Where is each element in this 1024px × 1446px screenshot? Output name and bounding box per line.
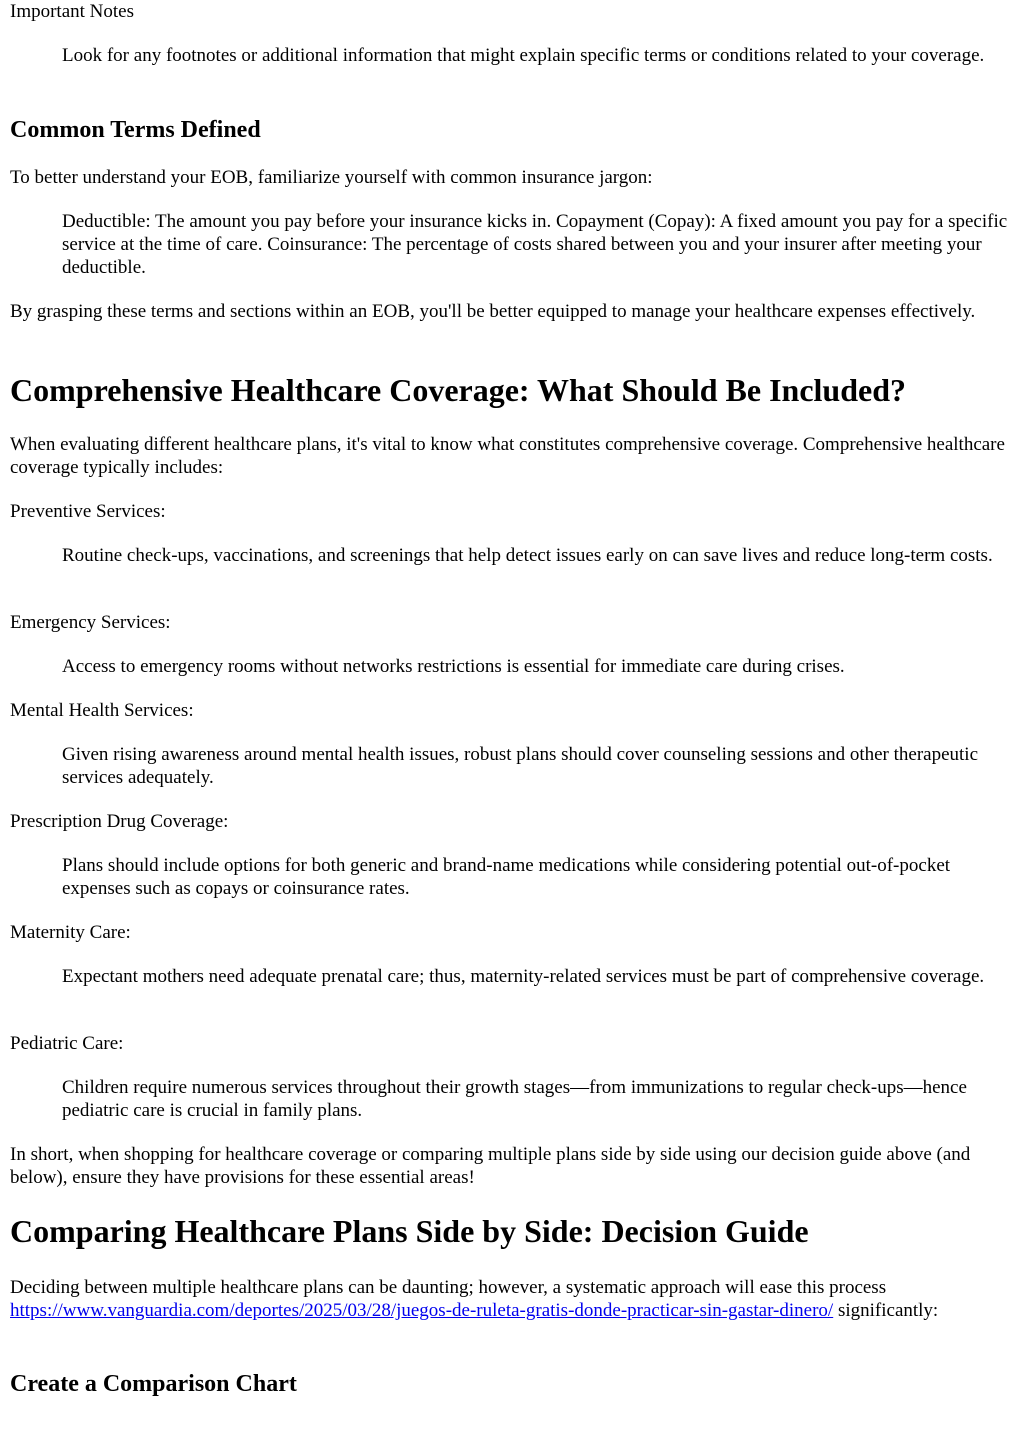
comparing-intro <box>10 1276 1014 1322</box>
term-maternity-care: Maternity Care: <box>10 922 131 943</box>
comparing-intro-end: significantly: <box>833 1300 939 1321</box>
comparing-intro-text: Deciding between multiple healthcare plans can be daunting; however, a systematic approach will ease this process <box>10 1277 887 1298</box>
term-important-notes: Important Notes <box>10 1 135 22</box>
term-prescription-drug-coverage: Prescription Drug Coverage: <box>10 811 229 832</box>
description-emergency-services: Access to emergency rooms without networks restrictions is essential for immediate care during crises. <box>62 656 845 677</box>
heading-comparing-plans: Comparing Healthcare Plans Side by Side: Decision Guide <box>10 1213 809 1249</box>
description-preventive-services: Routine check-ups, vaccinations, and screenings that help detect issues early on can save lives and reduce long-term costs. <box>62 545 993 566</box>
term-pediatric-care: Pediatric Care: <box>10 1033 124 1054</box>
description-prescription-drug-coverage: Plans should include options for both generic and brand-name medications while considering potential out-of-pocket expenses such as copays or coinsurance rates. <box>62 855 951 899</box>
common-terms-closing: By grasping these terms and sections within an EOB, you'll be better equipped to manage your healthcare expenses effectively. <box>10 301 976 322</box>
common-terms-intro: To better understand your EOB, familiarize yourself with common insurance jargon: <box>10 167 653 188</box>
description-maternity-care: Expectant mothers need adequate prenatal care; thus, maternity-related services must be part of comprehensive coverage. <box>62 966 985 987</box>
description-mental-health-services: Given rising awareness around mental health issues, robust plans should cover counseling sessions and other therapeutic services adequately. <box>62 744 979 788</box>
term-emergency-services: Emergency Services: <box>10 612 171 633</box>
description-important-notes: Look for any footnotes or additional information that might explain specific terms or conditions related to your coverage. <box>62 45 985 66</box>
common-terms-definitions: Deductible: The amount you pay before your insurance kicks in. Copayment (Copay): A fixed amount you pay for a specific service at the time of care. Coinsurance: The percentage of costs shared between you and your insurer after meeting your deductible. <box>62 211 1008 278</box>
comprehensive-intro: When evaluating different healthcare plans, it's vital to know what constitutes comprehensive coverage. Comprehensive healthcare coverage typically includes: <box>10 434 1005 478</box>
external-link[interactable]: https://www.vanguardia.com/deportes/2025/03/28/juegos-de-ruleta-gratis-donde-practicar-sin-gastar-dinero/ <box>10 1300 834 1321</box>
term-mental-health-services: Mental Health Services: <box>10 700 194 721</box>
description-pediatric-care: Children require numerous services throughout their growth stages—from immunizations to regular check-ups—hence pediatric care is crucial in family plans. <box>62 1077 967 1121</box>
comprehensive-closing: In short, when shopping for healthcare coverage or comparing multiple plans side by side using our decision guide above (and below), ensure they have provisions for these essential areas! <box>10 1144 971 1188</box>
heading-comprehensive-coverage: Comprehensive Healthcare Coverage: What Should Be Included? <box>10 372 907 408</box>
term-preventive-services: Preventive Services: <box>10 501 166 522</box>
heading-create-comparison-chart: Create a Comparison Chart <box>10 1371 297 1397</box>
heading-common-terms: Common Terms Defined <box>10 117 261 143</box>
